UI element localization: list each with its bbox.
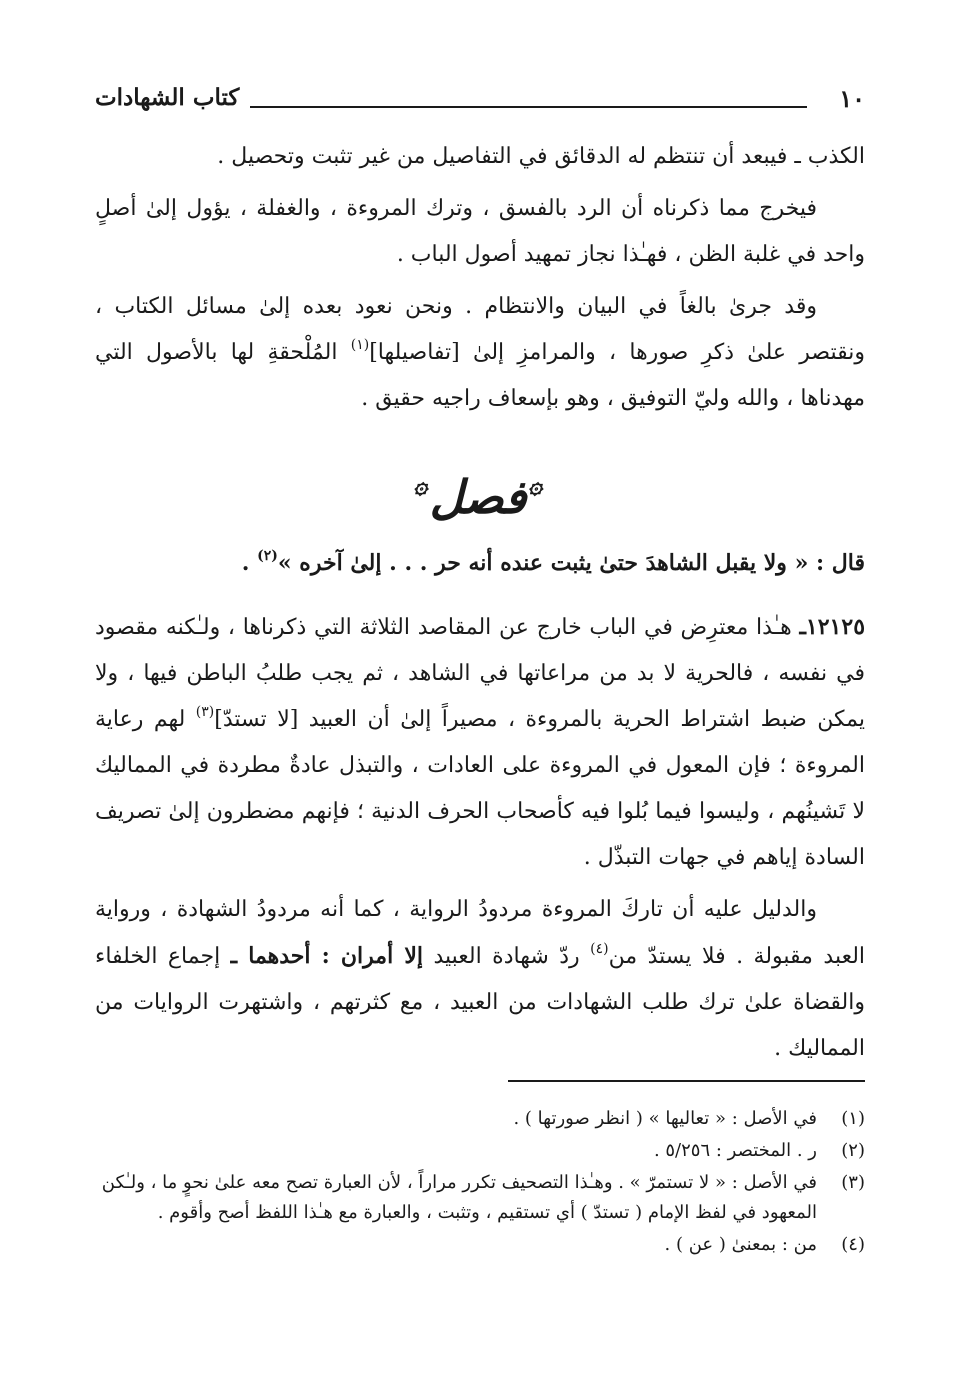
paragraph-summary: فيخرج مما ذكرناه أن الرد بالفسق ، وترك المروءة ، والغفلة ، يؤول إلىٰ أصلٍ واحد في غلبة الظن ، فهـٰذا نجاز تمهيد أصول الباب . — [95, 196, 865, 267]
footnote-text: ر . المختصر : ٥/٢٥٦ . — [653, 1140, 817, 1161]
footnote-item — [95, 1104, 865, 1134]
header-rule — [250, 106, 807, 108]
qala-end: . — [241, 550, 250, 576]
chapter-heading — [0, 470, 956, 524]
footnote-number: (٢) — [841, 1140, 865, 1161]
footnote-ref-2[interactable]: (٢) — [257, 548, 278, 564]
footnotes — [95, 1104, 865, 1262]
section-number: ١٢١٢٥ـ — [799, 614, 866, 640]
footnote-item — [95, 1136, 865, 1166]
page-header — [95, 84, 865, 120]
qala-label: قال : — [816, 550, 865, 576]
footnote-ref-4[interactable]: (٤) — [590, 941, 609, 957]
paragraph-closing-text-2: المُلْحقةِ لها بالأصول التي مهدناها ، والله وليّ التوفيق ، وهو بإسعاف راجيه حقيق . — [95, 340, 865, 411]
footnote-text: في الأصل : « تعاليها » ( انظر صورتها ) . — [513, 1108, 817, 1129]
qala-line — [95, 540, 865, 586]
chapter-title: فصل — [429, 470, 527, 524]
section-text-b: لهم رعاية المروءة ؛ فإن المعول في المروءة على العادات ، والتبذل عادةٌ مطردة في المماليك لا تَشينُهم ، وليسوا فيما بُلوا فيه كأصحاب الحرف الدنية ؛ فإنهم مضطرون إلىٰ تصريف السادة إياهم في جهات التبذّل . — [95, 707, 865, 870]
footnote-text: في الأصل : « لا تستمرّ » . وهـٰذا التصحيف تكرر مراراً ، لأن العبارة تصح معه علىٰ نحوٍ ما ، ولـٰكن المعهود في لفظ الإمام ( تستدّ ) أي تستقيم ، وتثبت ، والعبارة مع هـٰذا اللفظ أصح وأقوم . — [101, 1172, 817, 1223]
paragraph-closing-text: وقد جرىٰ بالغاً في البيان والانتظام . ونحن نعود بعده إلىٰ مسائل الكتاب ، ونقتصر علىٰ ذكرِ صورها ، والمرامزِ إلىٰ [تفاصيلها] — [95, 294, 865, 365]
evidence-text-a: والدليل عليه أن تاركَ المروءة مردودُ الرواية ، كما أنه مردودُ الشهادة ، ورواية العبد مقبولة . فلا يستدّ من — [95, 897, 866, 969]
footnote-item — [95, 1230, 865, 1260]
section-text-a: هـٰذا معترِض في الباب خارج عن المقاصد الثلاثة التي ذكرناها ، ولـٰكنه مقصود في نفسه ، فالحرية لا بد من مراعاتها في الشاهد ، ثم يجب طلبُ الباطن فيها ، ولا يمكن ضبط اشتراط الحرية بالمروءة ، مصيراً إلىٰ أن العبيد [لا تستدّ] — [95, 615, 865, 732]
qala-quote: « ولا يقبل الشاهدَ حتىٰ يثبت عنده أنه حر . . . إلىٰ آخره » — [277, 550, 809, 576]
footnote-ref-1[interactable]: (١) — [350, 337, 370, 353]
footnote-number: (٤) — [841, 1234, 865, 1255]
running-title: كتاب الشهادات — [95, 84, 240, 111]
paragraph-closing — [95, 284, 865, 422]
page-number: ١٠ — [839, 84, 865, 113]
evidence-text-b: ردّ شهادة العبيد — [433, 944, 580, 969]
section-12125 — [95, 604, 865, 881]
footnote-ref-3[interactable]: (٣) — [195, 704, 215, 720]
footnote-rule — [508, 1080, 865, 1082]
ornament-icon: ۞ — [413, 470, 428, 499]
footnote-item — [95, 1168, 865, 1228]
body-main — [95, 540, 865, 1072]
ornament-icon: ۞ — [528, 470, 543, 499]
footnote-number: (٣) — [841, 1172, 865, 1193]
section-evidence — [95, 887, 865, 1072]
paragraph-continuation: الكذب ـ فيبعد أن تنتظم له الدقائق في التفاصيل من غير تثبت وتحصيل . — [217, 144, 865, 169]
footnote-text: من : بمعنىٰ ( عن ) . — [664, 1234, 817, 1255]
evidence-bold-phrase: إلا أمران : أحدهما ـ — [230, 943, 423, 969]
evidence-text-c: إجماع الخلفاء والقضاة علىٰ ترك طلب الشهادات من العبيد ، مع كثرتهم ، واشتهرت الروايات من المماليك . — [95, 944, 865, 1061]
body-top — [95, 134, 865, 422]
footnote-number: (١) — [841, 1108, 865, 1129]
